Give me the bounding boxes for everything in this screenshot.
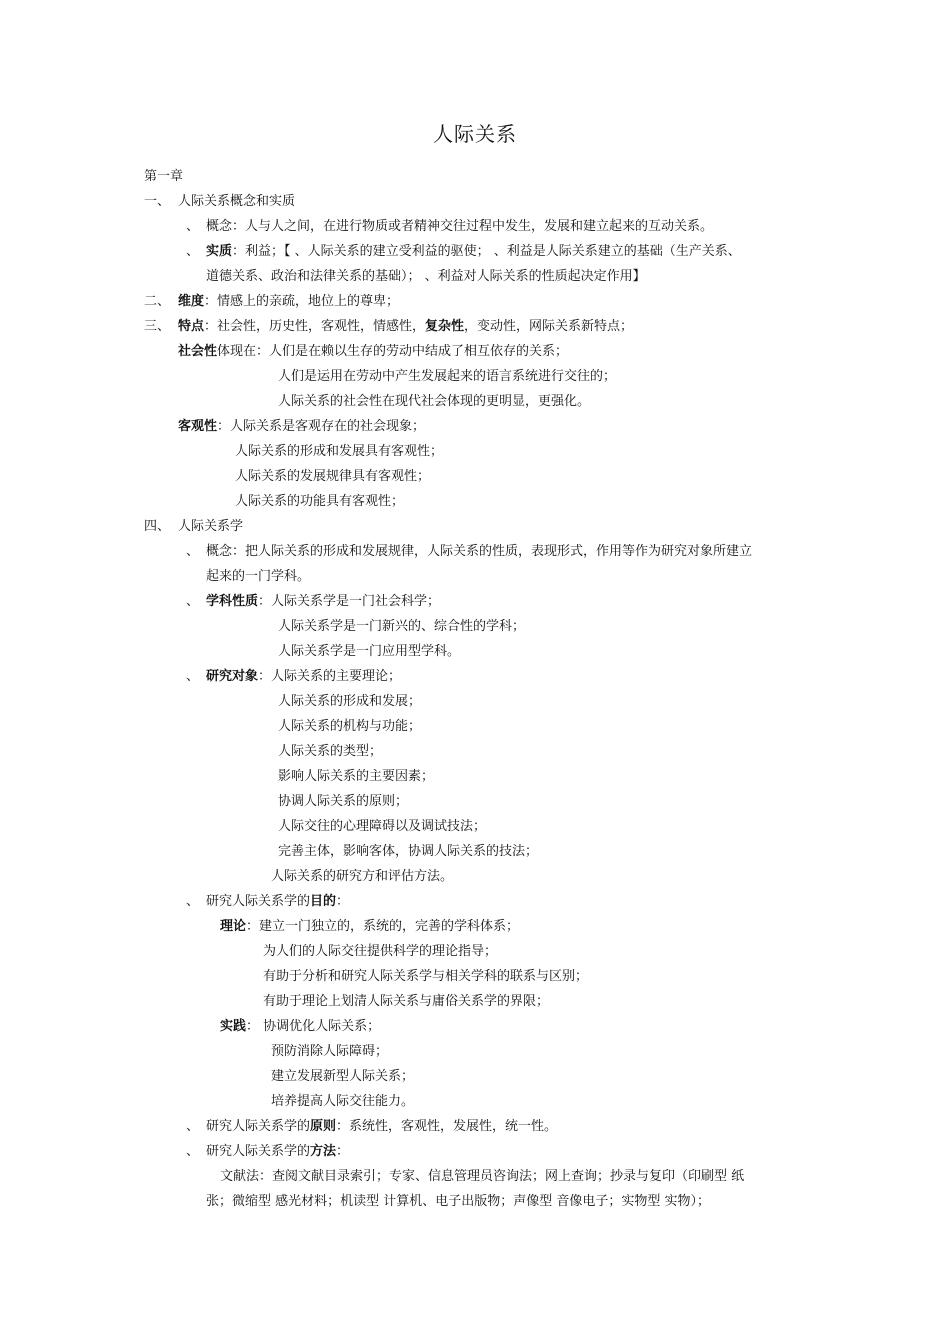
dimension-text: ：情感上的亲疏，地位上的尊卑； (204, 294, 400, 309)
research-object-item: 人际关系的形成和发展； (278, 694, 422, 709)
list-marker: 、 (186, 669, 200, 684)
method-suffix: ： (336, 1144, 350, 1159)
discipline-nature-item: 人际关系学是一门应用型学科。 (278, 644, 461, 659)
discipline-nature-label: 学科性质 (206, 594, 259, 609)
list-marker: 、 (186, 1144, 200, 1159)
section-4-heading: 人际关系学 (178, 519, 244, 534)
objectivity-item: 人际关系的功能具有客观性； (235, 494, 405, 509)
sociality-item: 人们是运用在劳动中产生发展起来的语言系统进行交往的； (278, 369, 617, 384)
section-4-number: 四、 (144, 519, 171, 534)
features-text-b: ，变动性，网际关系新特点； (464, 319, 634, 334)
section-4-concept: 概念：把人际关系的形成和发展规律，人际关系的性质，表现形式，作用等作为研究对象所建立 (206, 544, 753, 559)
literature-method: 文献法：查阅文献目录索引；专家、信息管理员咨询法；网上查询；抄录与复印（印刷型 纸 (220, 1169, 745, 1184)
sociality-prefix: 体现在： (217, 344, 270, 359)
principle-prefix: 研究人际关系学的 (206, 1119, 311, 1134)
section-3-number: 三、 (144, 319, 171, 334)
sociality-item: 人际关系的社会性在现代社会体现的更明显，更强化。 (278, 394, 591, 409)
research-object-item: 人际关系的研究方和评估方法。 (271, 869, 454, 884)
theory-line (220, 918, 519, 936)
practice-item: 培养提高人际交往能力。 (271, 1094, 415, 1109)
section-1-number: 一、 (144, 194, 171, 209)
list-marker: 、 (186, 594, 200, 609)
section-1-essence (206, 243, 741, 261)
sociality-label: 社会性 (178, 344, 218, 359)
practice-item: 预防消除人际障碍； (271, 1044, 389, 1059)
theory-item: ：建立一门独立的，系统的，完善的学科体系； (246, 919, 520, 934)
purpose-label: 目的 (310, 894, 337, 909)
essence-label: 实质 (206, 244, 233, 259)
principle-label: 原则 (310, 1119, 337, 1134)
section-1-essence-cont: 道德关系、政治和法律关系的基础）； 、利益对人际关系的性质起决定作用】 (206, 269, 646, 284)
research-object-item: 人际交往的心理障碍以及调试技法； (278, 819, 487, 834)
method-label: 方法 (310, 1144, 337, 1159)
research-object-item: 影响人际关系的主要因素； (278, 769, 435, 784)
sociality-item: 人们是在赖以生存的劳动中结成了相互依存的关系； (269, 344, 569, 359)
dimension-label: 维度 (178, 294, 205, 309)
research-object-item: 人际关系的类型； (278, 744, 383, 759)
sociality-line (178, 343, 568, 361)
section-2-number: 二、 (144, 294, 171, 309)
list-marker: 、 (186, 544, 200, 559)
list-marker: 、 (186, 894, 200, 909)
section-2-line (178, 293, 399, 311)
practice-item: ： 协调优化人际关系； (246, 1019, 381, 1034)
objectivity-label: 客观性 (178, 419, 218, 434)
research-object-item: 人际关系的机构与功能； (278, 719, 422, 734)
practice-item: 建立发展新型人际关系； (271, 1069, 415, 1084)
objectivity-item: ：人际关系是客观存在的社会现象； (217, 419, 426, 434)
theory-item: 有助于理论上划清人际关系与庸俗关系学的界限； (263, 994, 550, 1009)
research-object-item: 完善主体，影响客体，协调人际关系的技法； (278, 844, 539, 859)
features-label: 特点 (178, 319, 205, 334)
objectivity-line (178, 418, 425, 436)
theory-item: 为人们的人际交往提供科学的理论指导； (263, 944, 498, 959)
essence-text: ：利益；【 、人际关系的建立受利益的驱使； 、利益是人际关系建立的基础（生产关系、 (232, 244, 741, 259)
chapter-label: 第一章 (144, 169, 184, 184)
purpose-prefix: 研究人际关系学的 (206, 894, 311, 909)
list-marker: 、 (186, 1119, 200, 1134)
research-object-item: 协调人际关系的原则； (278, 794, 409, 809)
section-4-concept-cont: 起来的一门学科。 (206, 569, 311, 584)
complexity-label: 复杂性 (425, 319, 465, 334)
research-object-line (206, 668, 401, 686)
purpose-suffix: ： (336, 894, 350, 909)
discipline-nature-line (206, 593, 440, 611)
purpose-line (206, 893, 349, 911)
list-marker: 、 (186, 244, 200, 259)
research-object-item: ：人际关系的主要理论； (258, 669, 402, 684)
section-1-heading: 人际关系概念和实质 (178, 194, 296, 209)
objectivity-item: 人际关系的形成和发展具有客观性； (235, 444, 444, 459)
objectivity-item: 人际关系的发展规律具有客观性； (235, 469, 431, 484)
principle-line (206, 1118, 557, 1136)
principle-text: ：系统性，客观性，发展性，统一性。 (336, 1119, 558, 1134)
practice-label: 实践 (220, 1019, 247, 1034)
list-marker: 、 (186, 219, 200, 234)
method-prefix: 研究人际关系学的 (206, 1144, 311, 1159)
section-3-line (178, 318, 633, 336)
research-object-label: 研究对象 (206, 669, 259, 684)
practice-line (220, 1018, 380, 1036)
theory-item: 有助于分析和研究人际关系学与相关学科的联系与区别； (263, 969, 589, 984)
discipline-nature-item: 人际关系学是一门新兴的、综合性的学科； (278, 619, 526, 634)
section-1-concept: 概念：人与人之间，在进行物质或者精神交往过程中发生，发展和建立起来的互动关系。 (206, 219, 714, 234)
document-title: 人际关系 (433, 122, 517, 146)
theory-label: 理论 (220, 919, 247, 934)
features-text-a: ：社会性，历史性，客观性，情感性， (204, 319, 426, 334)
method-line (206, 1143, 349, 1161)
discipline-nature-item: ：人际关系学是一门社会科学； (258, 594, 441, 609)
literature-method-cont: 张；微缩型 感光材料；机读型 计算机、电子出版物；声像型 音像电子；实物型 实物）； (206, 1194, 711, 1209)
